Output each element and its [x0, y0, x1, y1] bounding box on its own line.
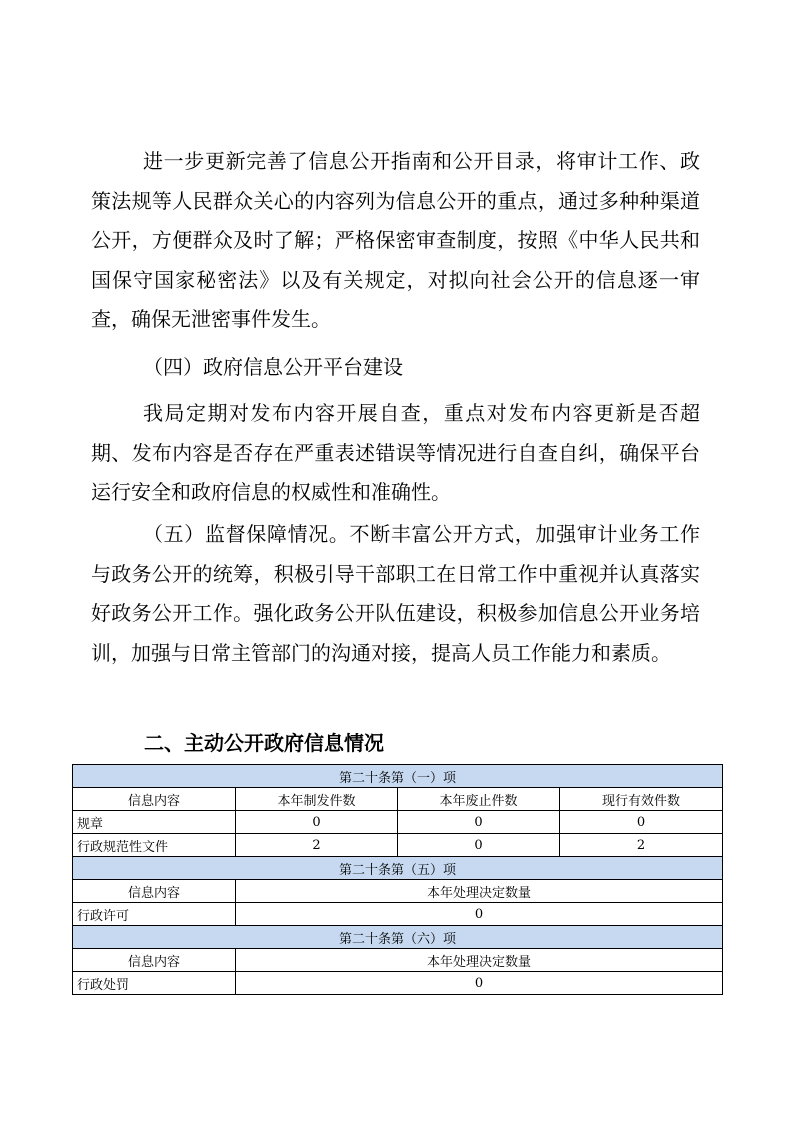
paragraph-text: （五）监督保障情况。不断丰富公开方式，加强审计业务工作与政务公开的统筹，积极引导干部职工在日常工作中重视并认真落实好政务公开工作。强化政务公开队伍建设，积极参加信息公开业务培训，加强与日常主管部门的沟通对接，提高人员工作能力和素质。 — [91, 522, 700, 665]
column-header: 本年制发件数 — [236, 788, 398, 811]
table-cell: 0 — [560, 811, 723, 834]
table-row — [73, 834, 723, 857]
table-cell: 0 — [236, 972, 723, 995]
paragraph-text: 我局定期对发布内容开展自查，重点对发布内容更新是否超期、发布内容是否存在严重表述错误等情况进行自查自纠，确保平台运行安全和政府信息的权威性和准确性。 — [91, 401, 700, 505]
paragraph-supervision — [91, 515, 700, 673]
subheading-platform-construction — [91, 348, 700, 388]
paragraph-self-inspection — [91, 394, 700, 513]
table-cell: 0 — [236, 811, 398, 834]
row-label: 行政许可 — [73, 903, 236, 926]
table-cell: 0 — [398, 811, 560, 834]
table-section-header — [73, 765, 723, 788]
disclosure-table — [72, 764, 723, 995]
table-header-row — [73, 949, 723, 972]
row-label: 规章 — [73, 811, 236, 834]
table-section-header — [73, 857, 723, 880]
row-label: 行政处罚 — [73, 972, 236, 995]
paragraph-text: 进一步更新完善了信息公开指南和公开目录，将审计工作、政策法规等人民群众关心的内容列为信息公开的重点，通过多种种渠道公开，方便群众及时了解；严格保密审查制度，按照《中华人民共和国保守国家秘密法》以及有关规定，对拟向社会公开的信息逐一审查，确保无泄密事件发生。 — [91, 149, 700, 332]
subheading-text: （四）政府信息公开平台建设 — [143, 355, 403, 379]
section-title: 第二十条第（六）项 — [73, 926, 723, 949]
row-label: 行政规范性文件 — [73, 834, 236, 857]
table-cell: 2 — [236, 834, 398, 857]
paragraph-disclosure-guide — [91, 142, 700, 340]
section-title: 第二十条第（一）项 — [73, 765, 723, 788]
column-header: 信息内容 — [73, 788, 236, 811]
column-header: 现行有效件数 — [560, 788, 723, 811]
section-heading: 二、主动公开政府信息情况 — [144, 731, 384, 755]
column-header: 本年废止件数 — [398, 788, 560, 811]
table-row — [73, 811, 723, 834]
section-title: 第二十条第（五）项 — [73, 857, 723, 880]
table-row — [73, 903, 723, 926]
column-header: 本年处理决定数量 — [236, 949, 723, 972]
column-header: 本年处理决定数量 — [236, 880, 723, 903]
table-cell: 0 — [398, 834, 560, 857]
table-header-row — [73, 788, 723, 811]
table-cell: 0 — [236, 903, 723, 926]
column-header: 信息内容 — [73, 880, 236, 903]
table-cell: 2 — [560, 834, 723, 857]
table-row — [73, 972, 723, 995]
column-header: 信息内容 — [73, 949, 236, 972]
table-header-row — [73, 880, 723, 903]
table-section-header — [73, 926, 723, 949]
